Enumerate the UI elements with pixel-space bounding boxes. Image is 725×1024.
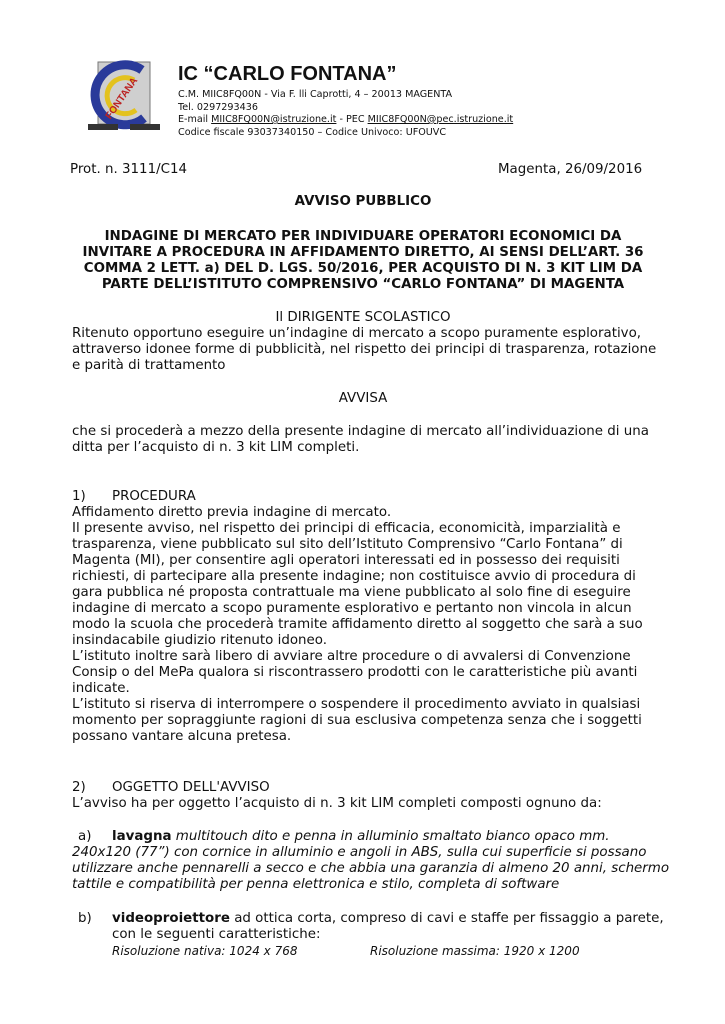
section-2-intro: L’avviso ha per oggetto l’acquisto di n. 3 kit LIM completi composti ognuno da: — [72, 796, 602, 811]
item-a-first-line — [112, 829, 610, 845]
item-a-name: lavagna — [112, 829, 172, 844]
item-a-desc-line: utilizzare anche pennarelli a secco e che abbia una garanzia di almeno 20 anni, schermo — [72, 861, 670, 876]
body-line: modo la scuola che procederà tramite affidamento diretto al soggetto che sarà a suo — [72, 617, 643, 632]
school-address: C.M. MIIC8FQ00N - Via F. lli Caprotti, 4 – 20013 MAGENTA — [178, 89, 453, 100]
section-2-number: 2) — [72, 780, 86, 795]
body-line: Consip o del MePa qualora si riscontrassero prodotti con le caratteristiche più avanti — [72, 665, 638, 680]
subject-line: PARTE DELL’ISTITUTO COMPRENSIVO “CARLO FONTANA” DI MAGENTA — [101, 277, 625, 292]
body-line: L’istituto inoltre sarà libero di avviare altre procedure o di avvalersi di Convenzione — [72, 649, 631, 664]
avvisa-line: ditta per l’acquisto di n. 3 kit LIM completi. — [72, 440, 360, 455]
school-name: IC “CARLO FONTANA” — [178, 63, 397, 85]
body-line: momento per sopraggiunte ragioni di sua esclusiva competenza senza che i soggetti — [72, 713, 642, 728]
section-2-title: OGGETTO DELL'AVVISO — [112, 780, 270, 795]
school-phone: Tel. 0297293436 — [178, 101, 258, 113]
subject-line: INDAGINE DI MERCATO PER INDIVIDUARE OPERATORI ECONOMICI DA — [104, 229, 622, 244]
item-b-label: b) — [78, 911, 92, 926]
item-a-desc-line: 240x120 (77”) con cornice in alluminio e angoli in ABS, sulla cui superficie si possano — [72, 845, 647, 860]
email-link[interactable]: MIIC8FQ00N@istruzione.it — [211, 114, 337, 125]
spec-max-resolution: Risoluzione massima: 1920 x 1200 — [370, 944, 580, 958]
spec-native-resolution: Risoluzione nativa: 1024 x 768 — [112, 944, 298, 958]
school-logo — [82, 58, 166, 136]
avvisa-heading: AVVISA — [338, 391, 388, 406]
body-line: gara pubblica né proposta contrattuale ma viene pubblicato al solo fine di eseguire — [72, 585, 631, 600]
body-line: trasparenza, viene pubblicato sul sito dell’Istituto Comprensivo “Carlo Fontana” di — [72, 537, 623, 552]
school-fiscal-code: Codice fiscale 93037340150 – Codice Univoco: UFOUVC — [178, 126, 447, 138]
body-line: indicate. — [72, 681, 130, 696]
item-b-desc-line: con le seguenti caratteristiche: — [112, 927, 321, 942]
body-line: possano vantare alcuna pretesa. — [72, 729, 292, 744]
body-line: Affidamento diretto previa indagine di mercato. — [72, 505, 392, 520]
intro-line: e parità di trattamento — [72, 358, 226, 373]
section-1-title: PROCEDURA — [112, 489, 196, 504]
body-line: Magenta (MI), per consentire agli operatori interessati ed in possesso dei requisiti — [72, 553, 620, 568]
subject-line: INVITARE A PROCEDURA IN AFFIDAMENTO DIRETTO, AI SENSI DELL’ART. 36 — [82, 245, 644, 260]
notice-title: AVVISO PUBBLICO — [294, 194, 432, 209]
body-line: indagine di mercato a scopo puramente esplorativo e pertanto non vincola in alcun — [72, 601, 632, 616]
protocol-number: Prot. n. 3111/C14 — [70, 162, 187, 177]
item-a-desc: multitouch dito e penna in alluminio smaltato bianco opaco mm. — [171, 829, 610, 844]
subject-line: COMMA 2 LETT. a) DEL D. LGS. 50/2016, PER ACQUISTO DI N. 3 KIT LIM DA — [83, 261, 643, 276]
body-line: richiesti, di partecipare alla presente indagine; non costituisce avvio di procedura di — [72, 569, 636, 584]
item-a-label: a) — [78, 829, 92, 844]
intro-line: Ritenuto opportuno eseguire un’indagine di mercato a scopo puramente esplorativo, — [72, 326, 642, 341]
item-b-first-line — [112, 911, 664, 927]
letterhead — [178, 62, 513, 139]
document-date: Magenta, 26/09/2016 — [498, 162, 643, 177]
avvisa-line: che si procederà a mezzo della presente indagine di mercato all’individuazione di una — [72, 424, 649, 439]
intro-line: attraverso idonee forme di pubblicità, nel rispetto dei principi di trasparenza, rotazione — [72, 342, 657, 357]
section-1-number: 1) — [72, 489, 86, 504]
body-line: Il presente avviso, nel rispetto dei principi di efficacia, economicità, imparzialità e — [72, 521, 621, 536]
section-1-body — [72, 505, 658, 745]
pec-link[interactable]: MIIC8FQ00N@pec.istruzione.it — [367, 114, 514, 125]
item-a-desc-line: tattile e compatibilità per penna elettronica e stilo, completa di software — [72, 877, 560, 892]
item-b-desc: ad ottica corta, compreso di cavi e staffe per fissaggio a parete, — [229, 911, 664, 926]
school-email-line: E-mail MIIC8FQ00N@istruzione.it - PEC MIIC8FQ00N@pec.istruzione.it — [178, 114, 514, 125]
svg-text:FONTANA: FONTANA — [103, 75, 141, 122]
director-title: Il DIRIGENTE SCOLASTICO — [275, 310, 451, 325]
body-line: L’istituto si riserva di interrompere o sospendere il procedimento avviato in qualsiasi — [72, 697, 641, 712]
body-line: insindacabile giudizio ritenuto idoneo. — [72, 633, 327, 648]
item-b-name: videoproiettore — [112, 911, 230, 926]
